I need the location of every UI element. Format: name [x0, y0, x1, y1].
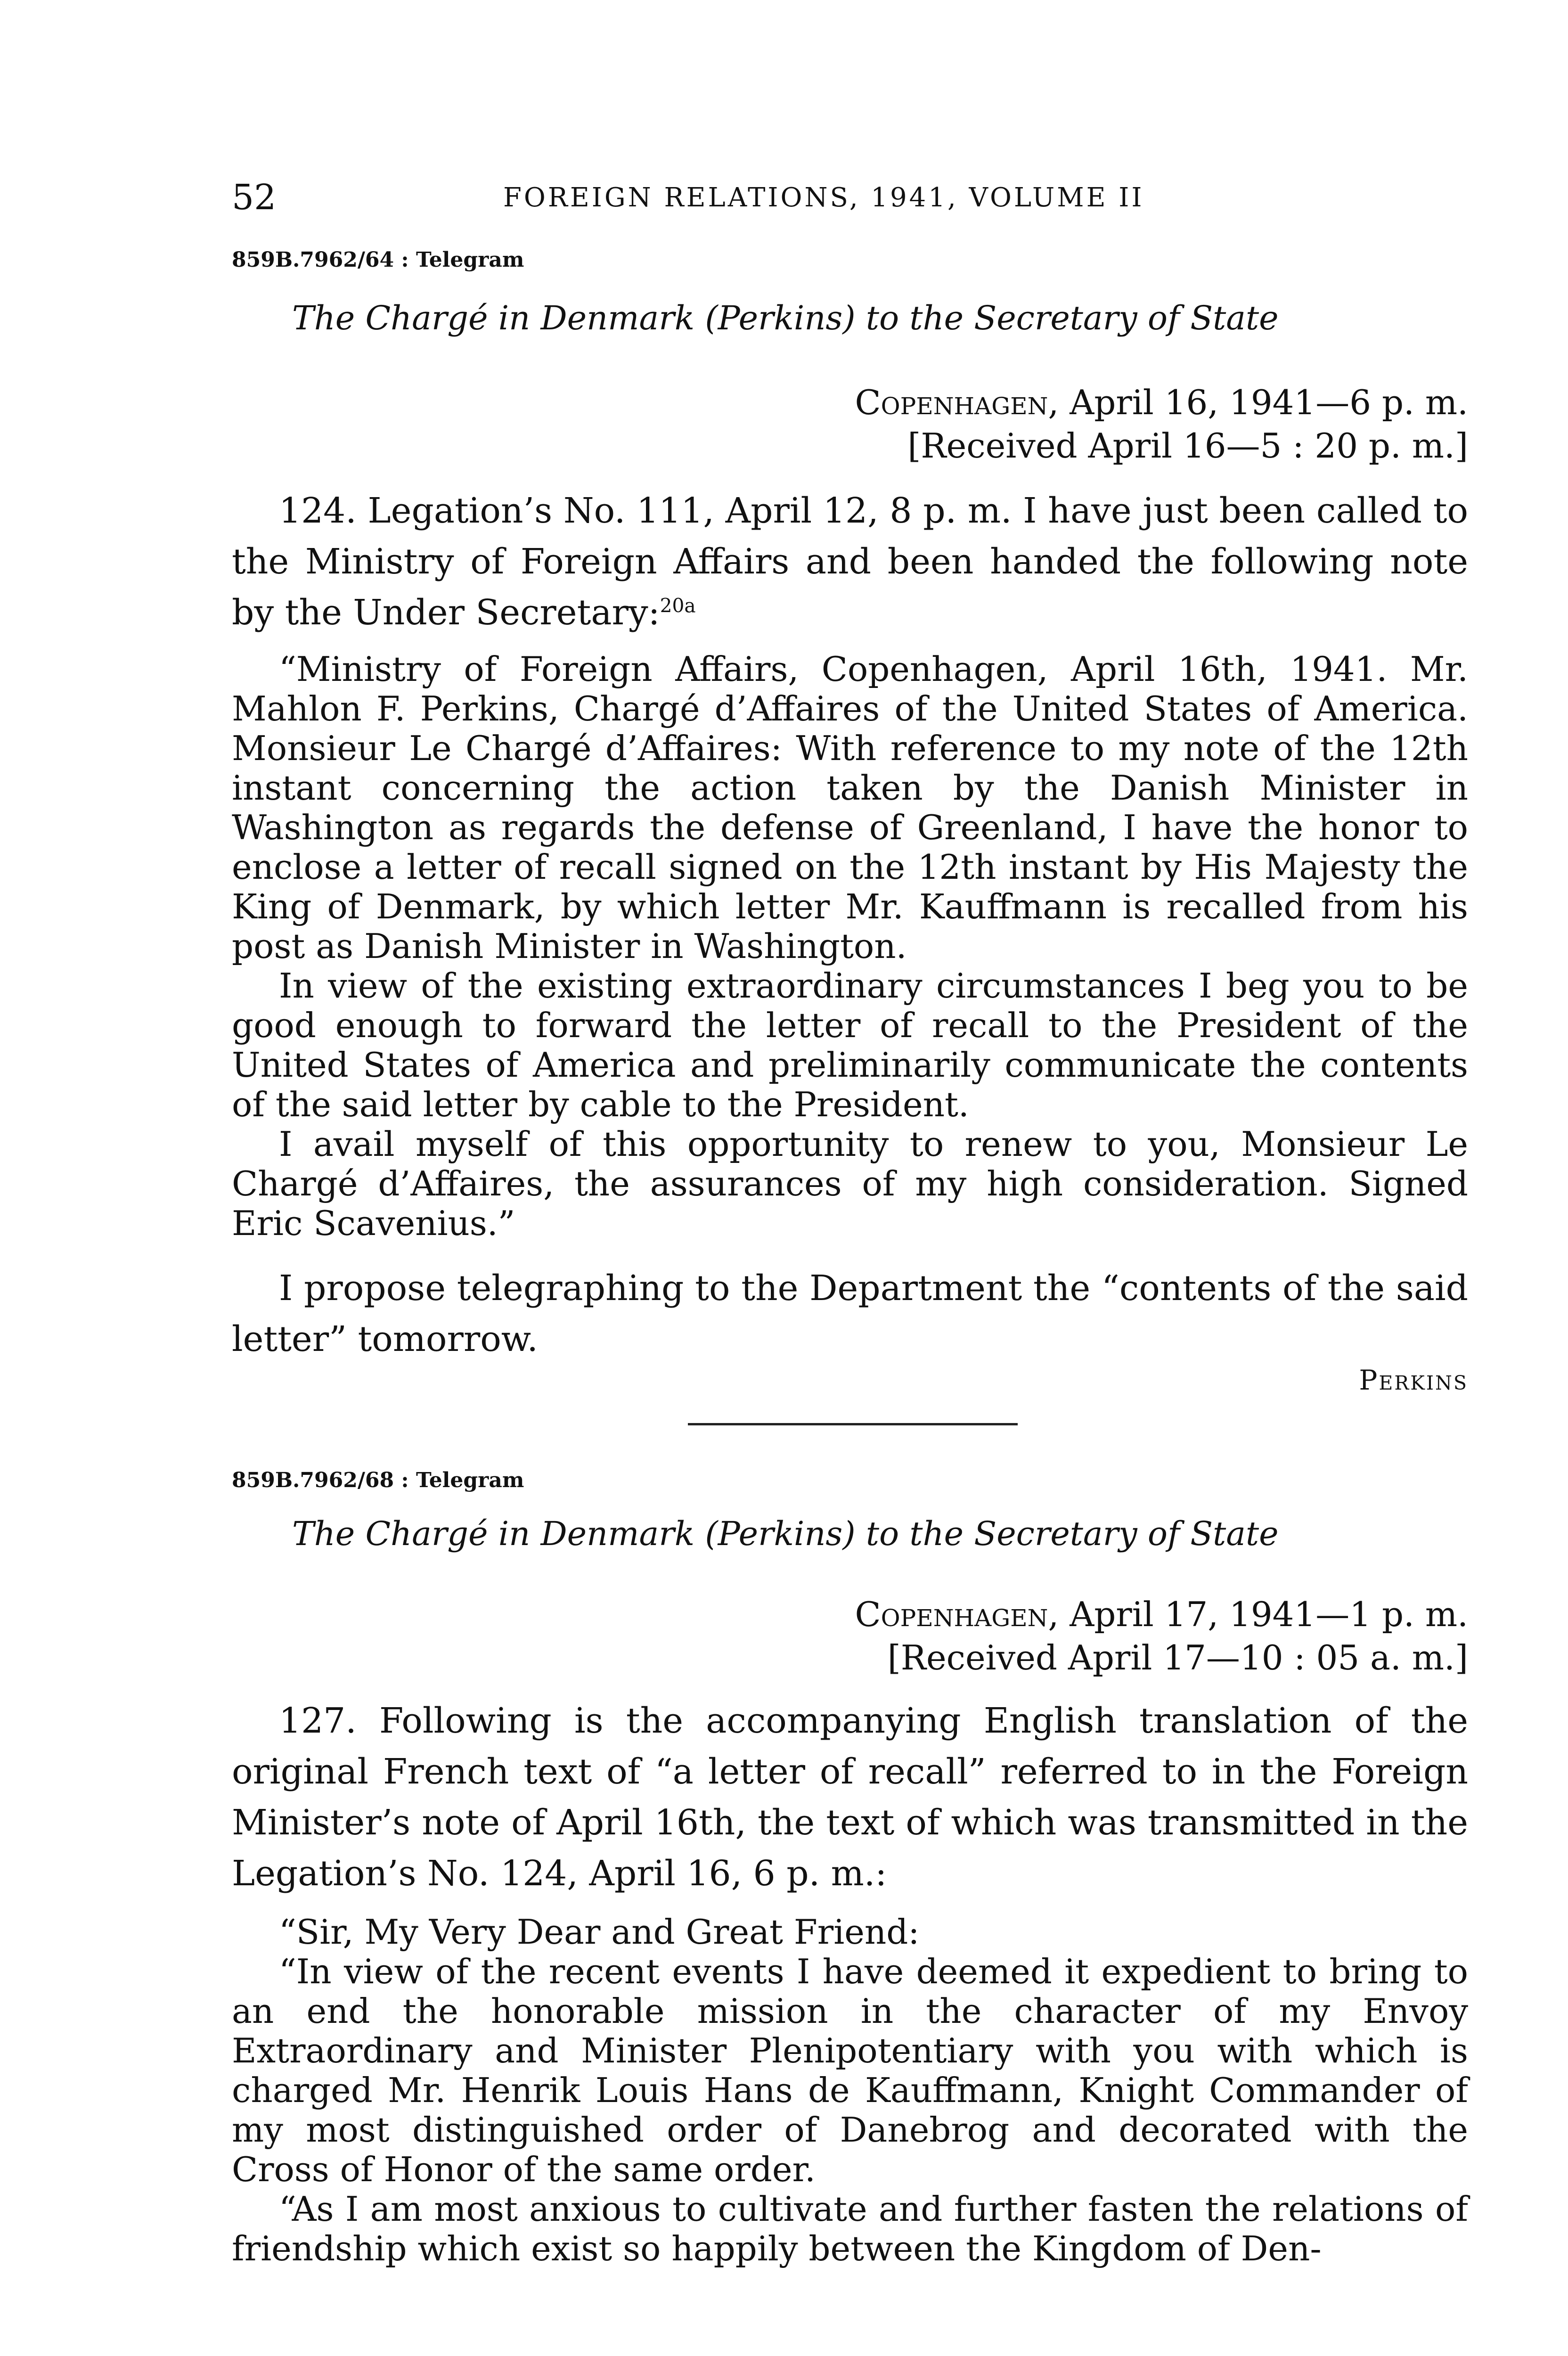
running-title: FOREIGN RELATIONS, 1941, VOLUME II: [503, 182, 1144, 213]
telegram-1-closing: [232, 1263, 1468, 1365]
document-title-1: The Chargé in Denmark (Perkins) to the Secretary of State: [292, 299, 1279, 337]
closing-text: I propose telegraphing to the Department the “contents of the said letter” tomorrow.: [232, 1268, 1468, 1359]
quoted-note-p3: I avail myself of this opportunity to renew to you, Monsieur Le Chargé d’Affaires, the assurances of my high consideration. Signed Eric Scavenius.”: [232, 1124, 1468, 1243]
file-number-1: 859B.7962/64 : Telegram: [232, 248, 524, 272]
quoted-note: [232, 649, 1468, 1243]
quoted-note-p1: “Ministry of Foreign Affairs, Copenhagen, April 16th, 1941. Mr. Mahlon F. Perkins, Chargé d’Affaires of the United States of America. Monsieur Le Chargé d’Affaires: With reference to my note of the 12th instant concerning the action taken by the Danish Minister in Washington as regards the defense of Greenland, I have the honor to enclose a letter of recall signed on the 12th instant by His Majesty the King of Denmark, by which letter Mr. Kauffmann is recalled from his post as Danish Minister in Washington.: [232, 649, 1468, 966]
document-title-2: The Chargé in Denmark (Perkins) to the Secretary of State: [292, 1514, 1279, 1553]
telegram-2-intro: [232, 1695, 1468, 1899]
recall-letter: [232, 1912, 1468, 2268]
letter-salutation: “Sir, My Very Dear and Great Friend:: [279, 1912, 920, 1952]
quoted-note-p2: In view of the existing extraordinary circumstances I beg you to be good enough to forward the letter of recall to the President of the United States of America and preliminarily communicate the contents of the said letter by cable to the President.: [232, 966, 1468, 1124]
telegram-2-intro-text: 127. Following is the accompanying English translation of the original French text of “a letter of recall” referred to in the Foreign Minister’s note of April 16th, the text of which was transmitted in the Legation’s No. 124, April 16, 6 p. m.:: [232, 1701, 1468, 1894]
dateline-2: [855, 1593, 1468, 1679]
dateline-2-time: April 17, 1941—1 p. m.: [1059, 1595, 1468, 1634]
telegram-1-intro-text: 124. Legation’s No. 111, April 12, 8 p. m. I have just been called to the Ministry of Foreign Affairs and been handed the following note by the Under Secretary:: [232, 491, 1468, 633]
dateline-2-place: Copenhagen,: [855, 1595, 1059, 1634]
dateline-2-date: [855, 1593, 1468, 1636]
dateline-1-time: April 16, 1941—6 p. m.: [1059, 383, 1468, 422]
received-line-2: [Received April 17—10 : 05 a. m.]: [887, 1638, 1468, 1677]
footnote-reference: 20a: [660, 594, 696, 617]
dateline-1: [855, 381, 1468, 467]
telegram-1-intro: [232, 485, 1468, 638]
page-number: 52: [232, 177, 277, 218]
section-divider: [688, 1423, 1018, 1425]
file-number-2: 859B.7962/68 : Telegram: [232, 1468, 524, 1492]
received-line-1: [Received April 16—5 : 20 p. m.]: [907, 426, 1468, 466]
signature-perkins: Perkins: [1359, 1364, 1468, 1396]
letter-p1: “In view of the recent events I have deemed it expedient to bring to an end the honorable mission in the character of my Envoy Extraordinary and Minister Plenipotentiary with you with which is charged Mr. Henrik Louis Hans de Kauffmann, Knight Commander of my most distinguished order of Danebrog and decorated with the Cross of Honor of the same order.: [232, 1952, 1468, 2189]
dateline-1-date: [855, 381, 1468, 424]
letter-p2: “As I am most anxious to cultivate and further fasten the relations of friendship which exist so happily between the Kingdom of Den-: [232, 2189, 1468, 2268]
dateline-1-place: Copenhagen,: [855, 383, 1059, 422]
